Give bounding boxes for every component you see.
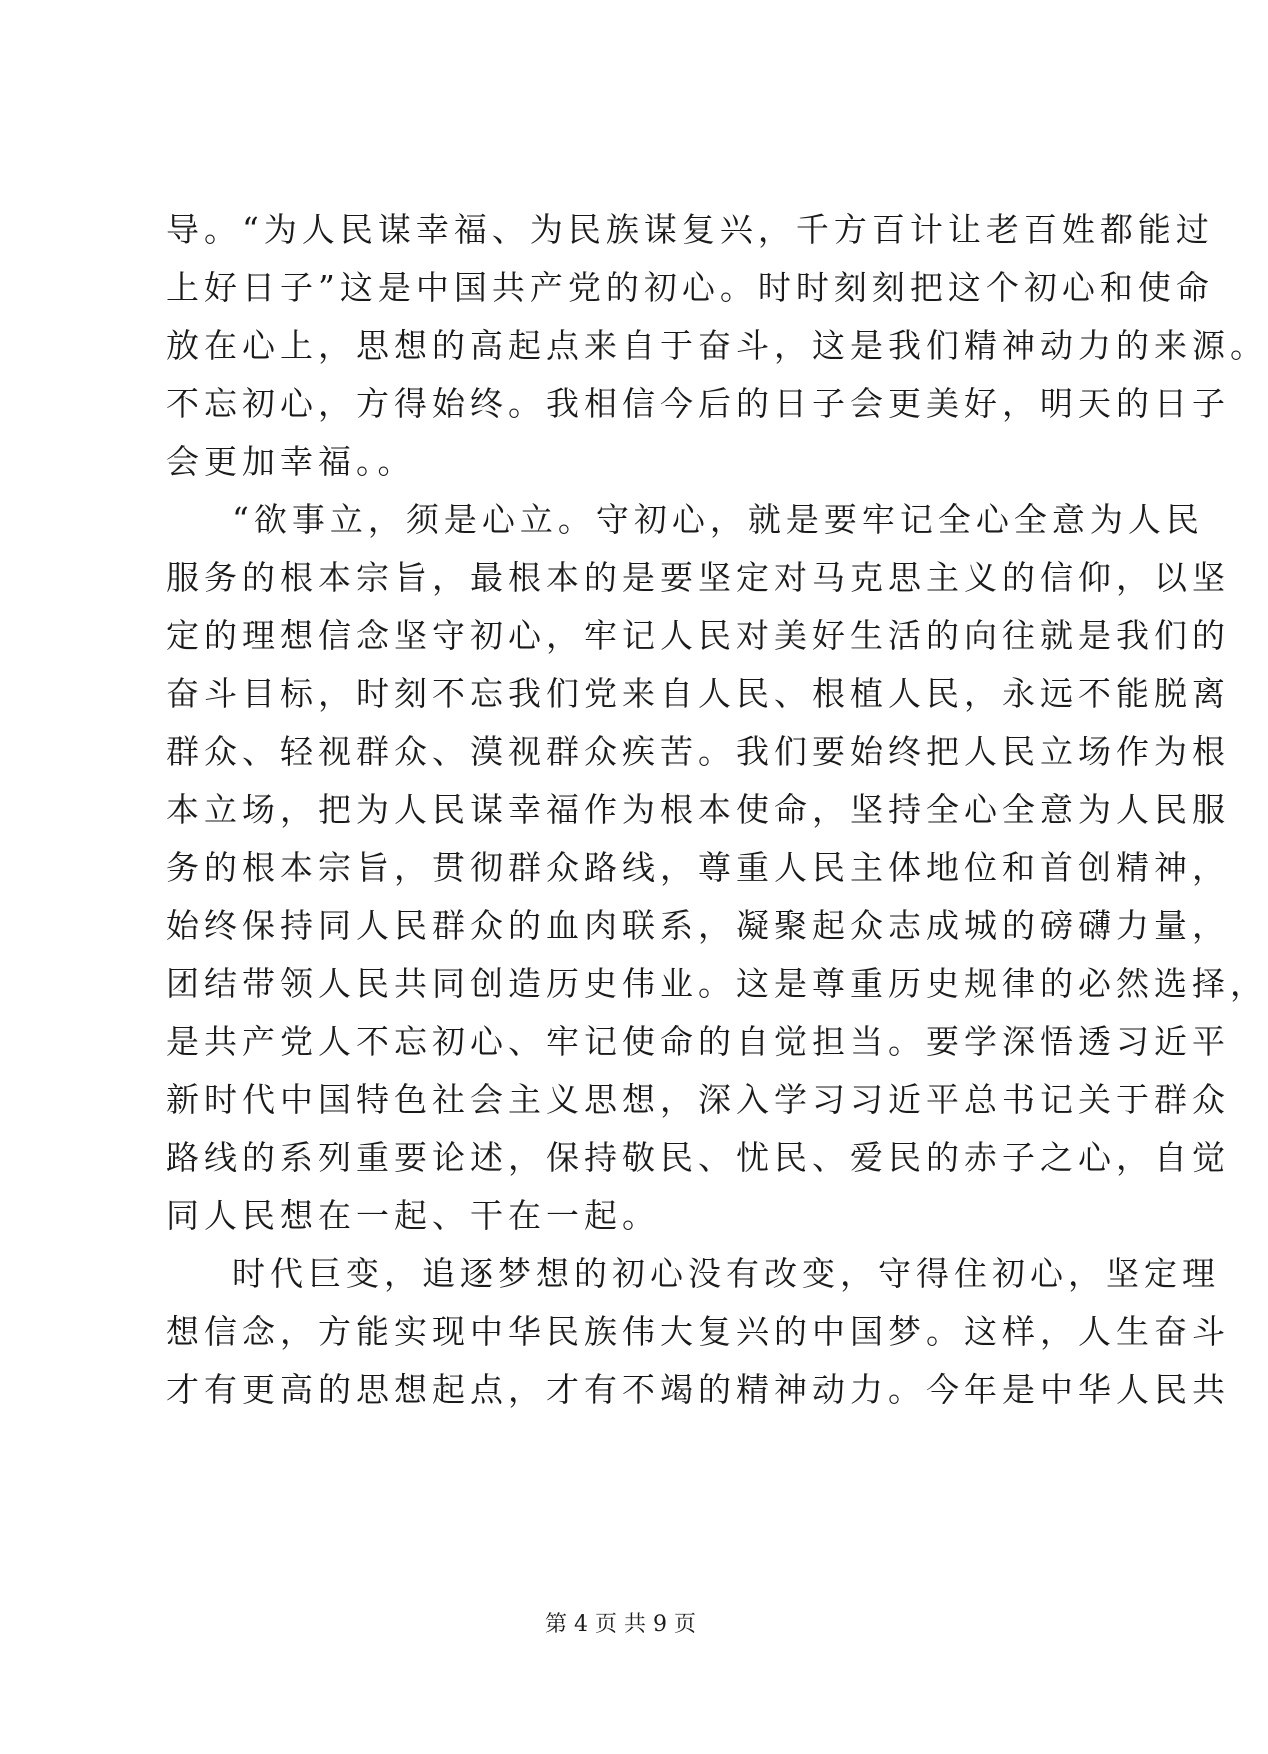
text-line: 服务的根本宗旨，最根本的是要坚定对马克思主义的信仰，以坚 — [166, 558, 1230, 597]
text-line: 不忘初心，方得始终。我相信今后的日子会更美好，明天的日子 — [166, 384, 1230, 423]
text-line: 务的根本宗旨，贯彻群众路线，尊重人民主体地位和首创精神， — [166, 848, 1230, 887]
text-line: 群众、轻视群众、漠视群众疾苦。我们要始终把人民立场作为根 — [166, 732, 1230, 771]
paragraph-start-line: 时代巨变，追逐梦想的初心没有改变，守得住初心，坚定理 — [232, 1254, 1220, 1293]
text-line: 本立场，把为人民谋幸福作为根本使命，坚持全心全意为人民服 — [166, 790, 1230, 829]
page-number-footer: 第 4 页 共 9 页 — [545, 1612, 696, 1637]
text-line: 定的理想信念坚守初心，牢记人民对美好生活的向往就是我们的 — [166, 616, 1230, 655]
text-line: 会更加幸福。。 — [166, 442, 416, 481]
text-line: 团结带领人民共同创造历史伟业。这是尊重历史规律的必然选择， — [166, 964, 1268, 1003]
text-line: 新时代中国特色社会主义思想，深入学习习近平总书记关于群众 — [166, 1080, 1230, 1119]
text-line: 想信念，方能实现中华民族伟大复兴的中国梦。这样，人生奋斗 — [166, 1312, 1230, 1351]
text-line: 放在心上，思想的高起点来自于奋斗，这是我们精神动力的来源。 — [166, 326, 1268, 365]
text-line: 同人民想在一起、干在一起。 — [166, 1196, 660, 1235]
text-line: 才有更高的思想起点，才有不竭的精神动力。今年是中华人民共 — [166, 1370, 1230, 1409]
text-line: 导。“为人民谋幸福、为民族谋复兴，千方百计让老百姓都能过 — [166, 210, 1214, 249]
text-line: 始终保持同人民群众的血肉联系，凝聚起众志成城的磅礴力量， — [166, 906, 1230, 945]
text-line: 是共产党人不忘初心、牢记使命的自觉担当。要学深悟透习近平 — [166, 1022, 1230, 1061]
paragraph-start-line: “欲事立，须是心立。守初心，就是要牢记全心全意为人民 — [232, 500, 1204, 539]
text-line: 上好日子”这是中国共产党的初心。时时刻刻把这个初心和使命 — [166, 268, 1214, 307]
text-line: 奋斗目标，时刻不忘我们党来自人民、根植人民，永远不能脱离 — [166, 674, 1230, 713]
text-line: 路线的系列重要论述，保持敬民、忧民、爱民的赤子之心，自觉 — [166, 1138, 1230, 1177]
